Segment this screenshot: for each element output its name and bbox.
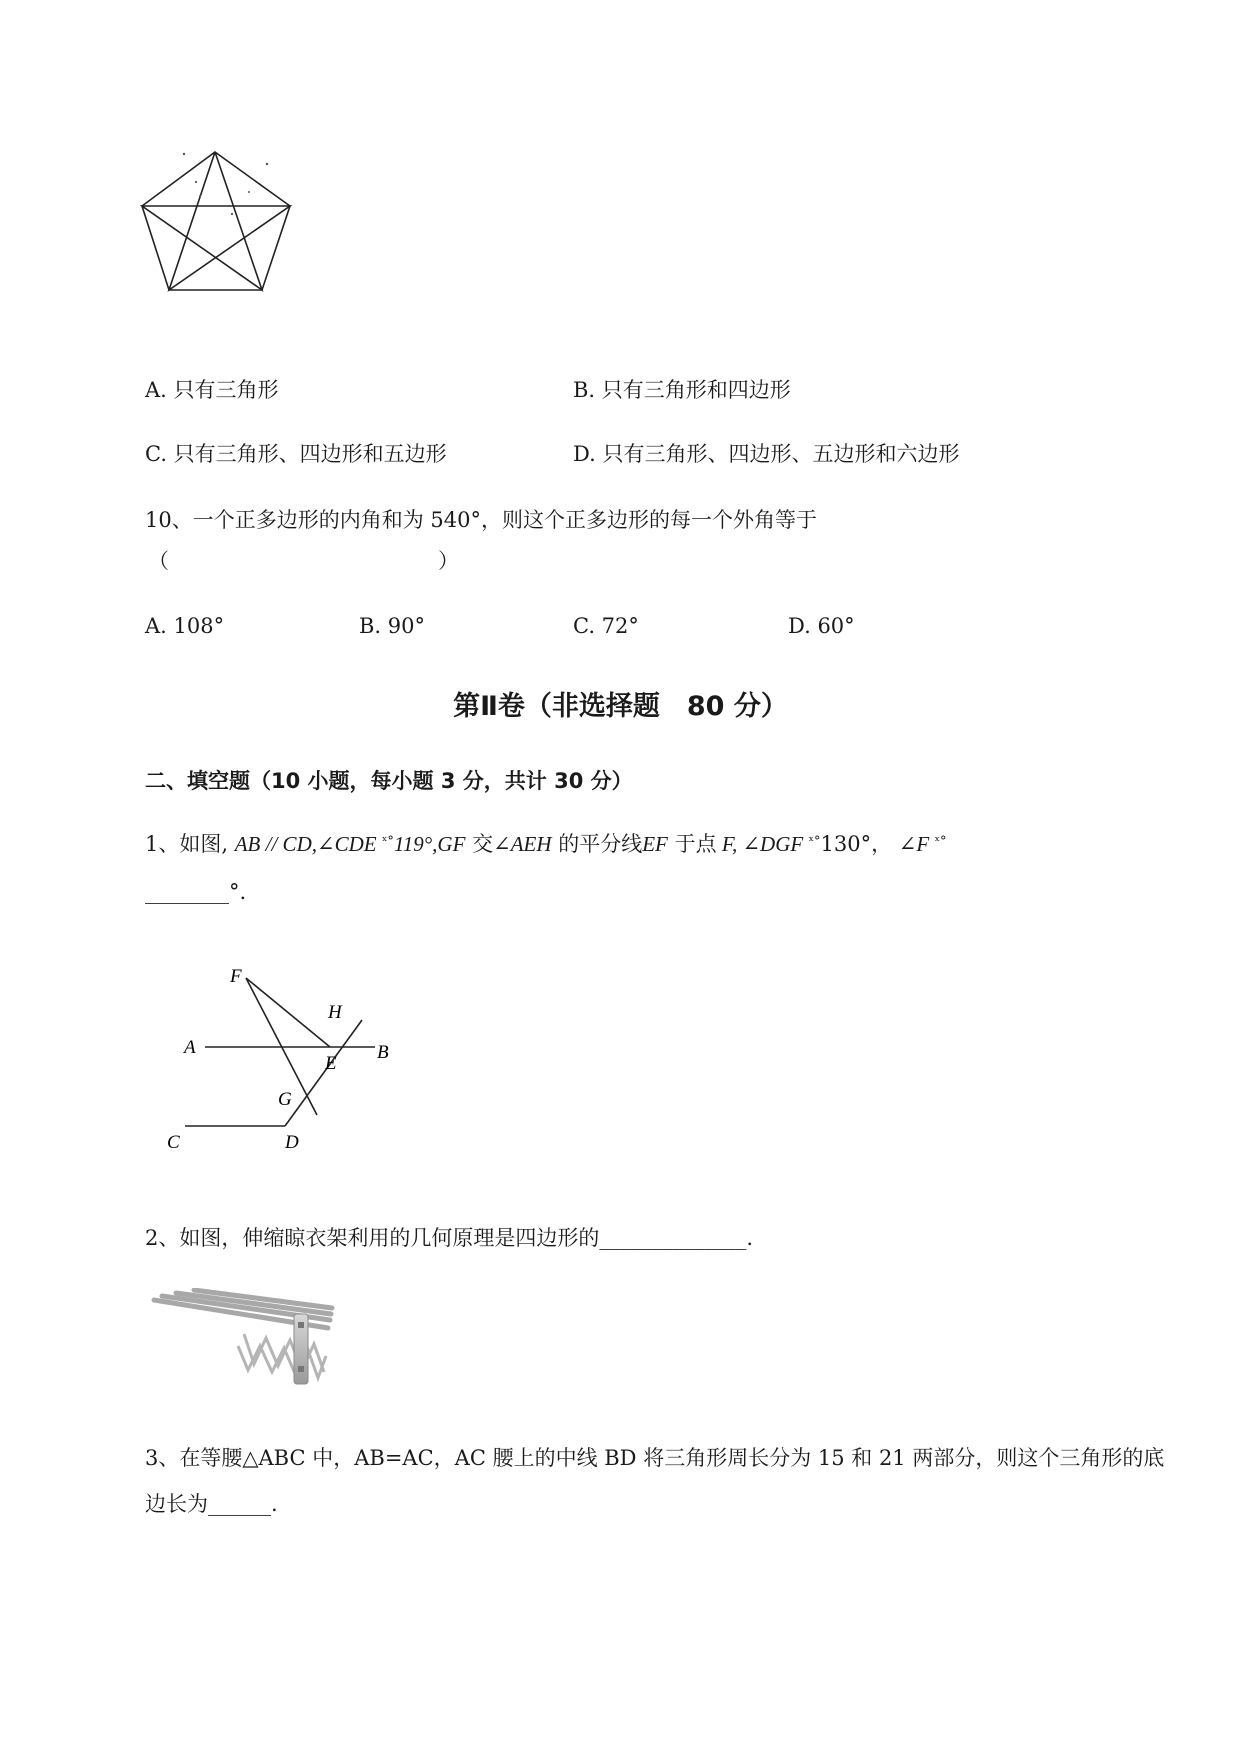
fill1-math-4: EF xyxy=(642,832,668,856)
q9-option-b: B. 只有三角形和四边形 xyxy=(573,378,791,402)
fill1-number: 1、如图, xyxy=(145,832,229,856)
fill1-mark-3: ˣ° xyxy=(934,834,947,849)
label-b: B xyxy=(377,1042,389,1063)
line-dh xyxy=(285,1020,362,1126)
label-h: H xyxy=(328,1002,342,1023)
fill1-mark-2: ˣ° xyxy=(808,834,821,849)
fill1-math-3: ∠AEH xyxy=(493,832,552,856)
fill1-math-6: ∠DGF xyxy=(737,832,809,856)
q9-option-c: C. 只有三角形、四边形和五边形 xyxy=(145,442,447,466)
fill1-math-5: F, xyxy=(716,832,738,856)
q10-option-a: A. 108° xyxy=(145,614,225,638)
line-fe xyxy=(246,978,330,1047)
q9-option-a: A. 只有三角形 xyxy=(145,378,279,402)
fill1-mark-1: ˣ° xyxy=(381,834,394,849)
q10-stem: 10、一个正多边形的内角和为 540°，则这个正多边形的每一个外角等于 xyxy=(145,508,817,532)
parallel-lines-figure xyxy=(160,960,400,1160)
fill1-question xyxy=(145,828,946,858)
q10-option-b: B. 90° xyxy=(359,614,426,638)
fill1-text-3: 于点 xyxy=(667,832,717,856)
fill3-line-1: 3、在等腰△ABC 中，AB=AC，AC 腰上的中线 BD 将三角形周长分为 15 和 21 两部分，则这个三角形的底 xyxy=(145,1446,1165,1470)
label-d: D xyxy=(285,1132,299,1153)
fill3-line-2: 边长为______. xyxy=(145,1492,278,1516)
label-a: A xyxy=(184,1037,196,1058)
q10-option-d: D. 60° xyxy=(788,614,855,638)
fill1-math-7: 130°， xyxy=(820,832,893,856)
star-lines xyxy=(142,152,290,290)
label-c: C xyxy=(167,1132,180,1153)
fill2-question: 2、如图，伸缩晾衣架利用的几何原理是四边形的______________. xyxy=(145,1226,754,1250)
fill1-math-8: ∠F xyxy=(898,832,935,856)
fill1-text-2: 的平分线 xyxy=(551,832,643,856)
pentagon-star-figure xyxy=(140,150,315,300)
q10-option-c: C. 72° xyxy=(573,614,639,638)
label-g: G xyxy=(278,1089,292,1110)
label-f: F xyxy=(230,966,242,987)
fill1-math-1: AB // CD,∠CDE xyxy=(234,832,382,856)
q9-option-d: D. 只有三角形、四边形、五边形和六边形 xyxy=(573,442,960,466)
label-e: E xyxy=(325,1053,337,1074)
q10-paren-close: ） xyxy=(438,549,459,573)
fill1-text-1: 交 xyxy=(465,832,494,856)
fill1-math-2: 119°,GF xyxy=(393,832,466,856)
fill1-answer-blank: ________°. xyxy=(145,880,247,904)
drying-rack-image xyxy=(148,1288,338,1393)
q10-paren-open: （ xyxy=(148,549,169,573)
section-heading: 二、填空题（10 小题，每小题 3 分，共计 30 分） xyxy=(145,769,633,793)
part2-title: 第Ⅱ卷（非选择题 80 分） xyxy=(453,691,788,722)
